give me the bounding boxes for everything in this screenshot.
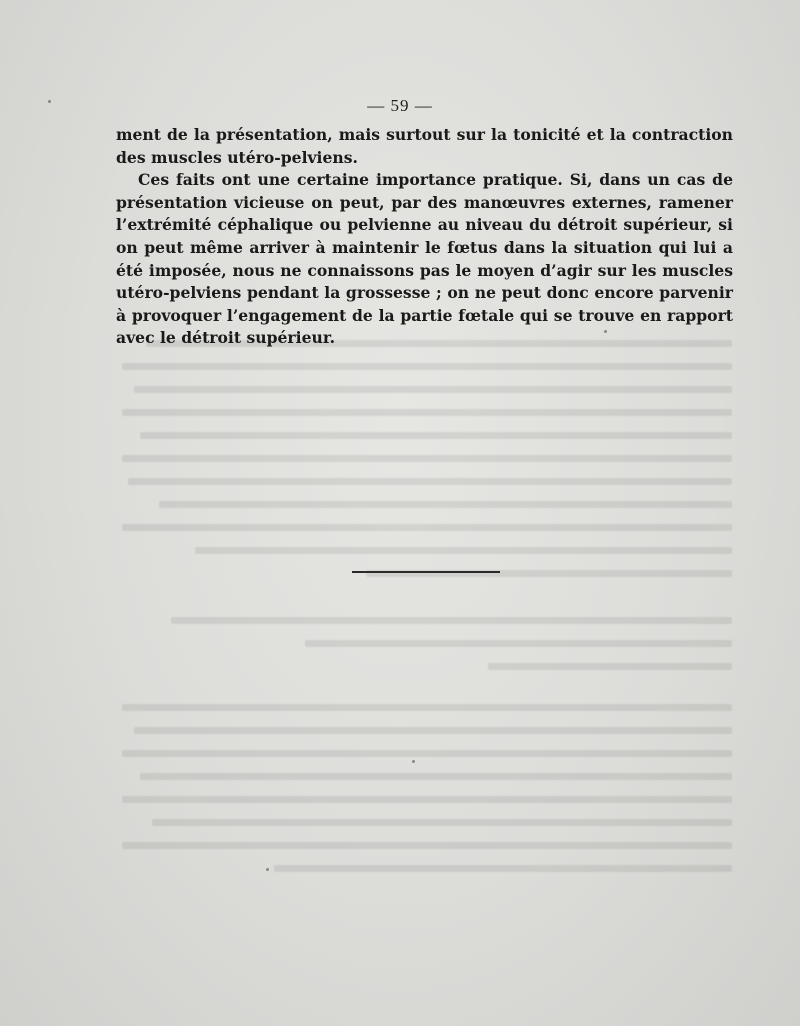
page-number: — 59 —: [367, 96, 433, 115]
paragraph-main: Ces faits ont une certaine importance pratique. Si, dans un cas de présentation vicieuse on peut, par des manœuvres externes, ramener l’extrémité céphalique ou pelvienne au niveau du détroit supérieur, si on peut même arriver à maintenir le fœtus dans la situation qui lui a été imposée, nous ne connaissons pas le moyen d’agir sur les muscles utéro-pelviens pendant la grossesse ; on ne peut donc encore parvenir à provoquer l’engagement de la partie fœtale qui se trouve en rapport avec le détroit supérieur.: [116, 170, 733, 348]
paper-speck: [48, 100, 51, 103]
paper-speck: [604, 330, 607, 333]
show-through-texture: [122, 340, 732, 980]
paragraph-continuation: ment de la présentation, mais surtout sur la tonicité et la contraction des muscles utéro-pelviens.: [116, 125, 733, 167]
body-text: [116, 124, 733, 350]
section-separator-rule: [352, 571, 500, 573]
paper-speck: [412, 760, 415, 763]
paper-speck: [266, 868, 269, 871]
